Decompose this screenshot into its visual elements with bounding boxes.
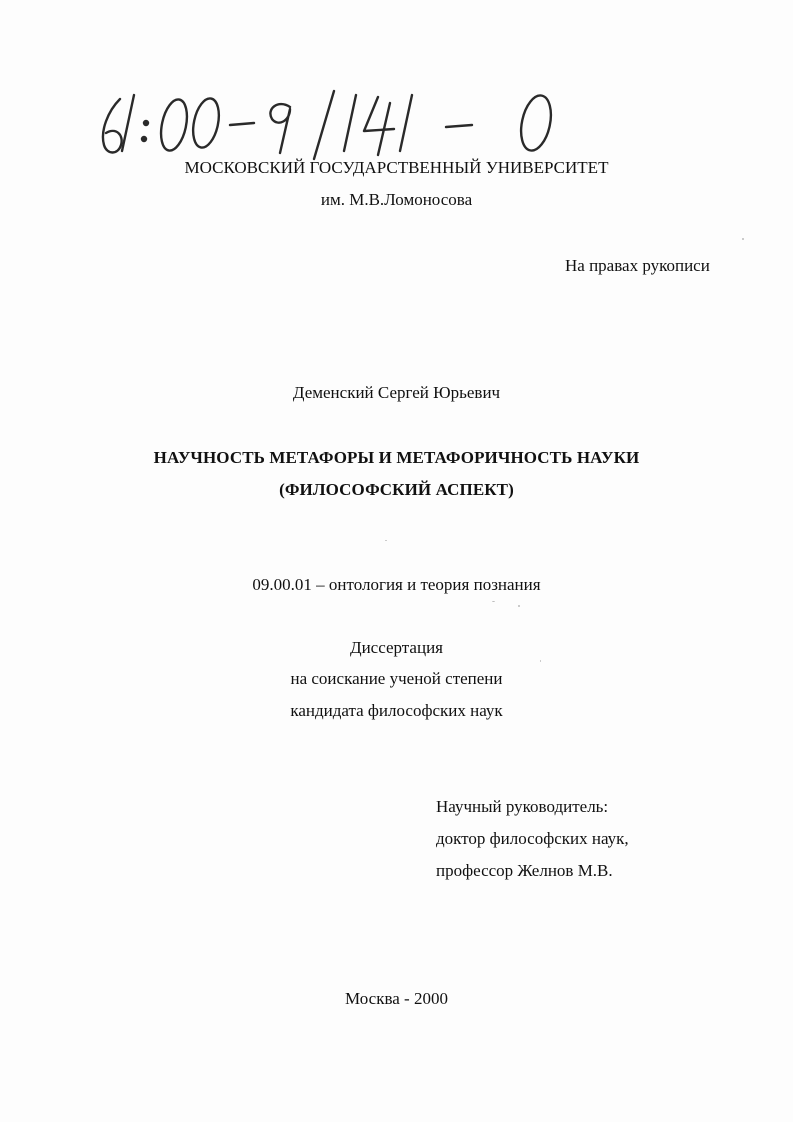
university-named-after: им. М.В.Ломоносова (320, 190, 473, 209)
dissertation-title-line1: НАУЧНОСТЬ МЕТАФОРЫ И МЕТАФОРИЧНОСТЬ НАУКИ (153, 448, 640, 467)
handwritten-archive-number (94, 85, 594, 165)
supervisor-degree: доктор философских наук, (436, 829, 629, 848)
specialty-code: 09.00.01 – онтология и теория познания (252, 575, 541, 594)
degree-field-line: кандидата философских наук (290, 701, 503, 720)
city-year: Москва - 2000 (345, 989, 448, 1008)
scan-speck (518, 605, 520, 607)
scan-speck (742, 238, 744, 240)
author-name: Деменский Сергей Юрьевич (292, 383, 501, 402)
supervisor-name: профессор Желнов М.В. (436, 861, 613, 880)
scan-speck (385, 540, 387, 541)
supervisor-label: Научный руководитель: (436, 797, 609, 816)
dissertation-label: Диссертация (349, 638, 443, 657)
scan-speck (492, 601, 495, 602)
dissertation-title-line2: (ФИЛОСОФСКИЙ АСПЕКТ) (279, 480, 514, 499)
degree-sought-line: на соискание ученой степени (290, 669, 503, 688)
rights-note: На правах рукописи (565, 256, 710, 275)
university-name: МОСКОВСКИЙ ГОСУДАРСТВЕННЫЙ УНИВЕРСИТЕТ (184, 158, 609, 177)
scan-speck (540, 660, 541, 662)
